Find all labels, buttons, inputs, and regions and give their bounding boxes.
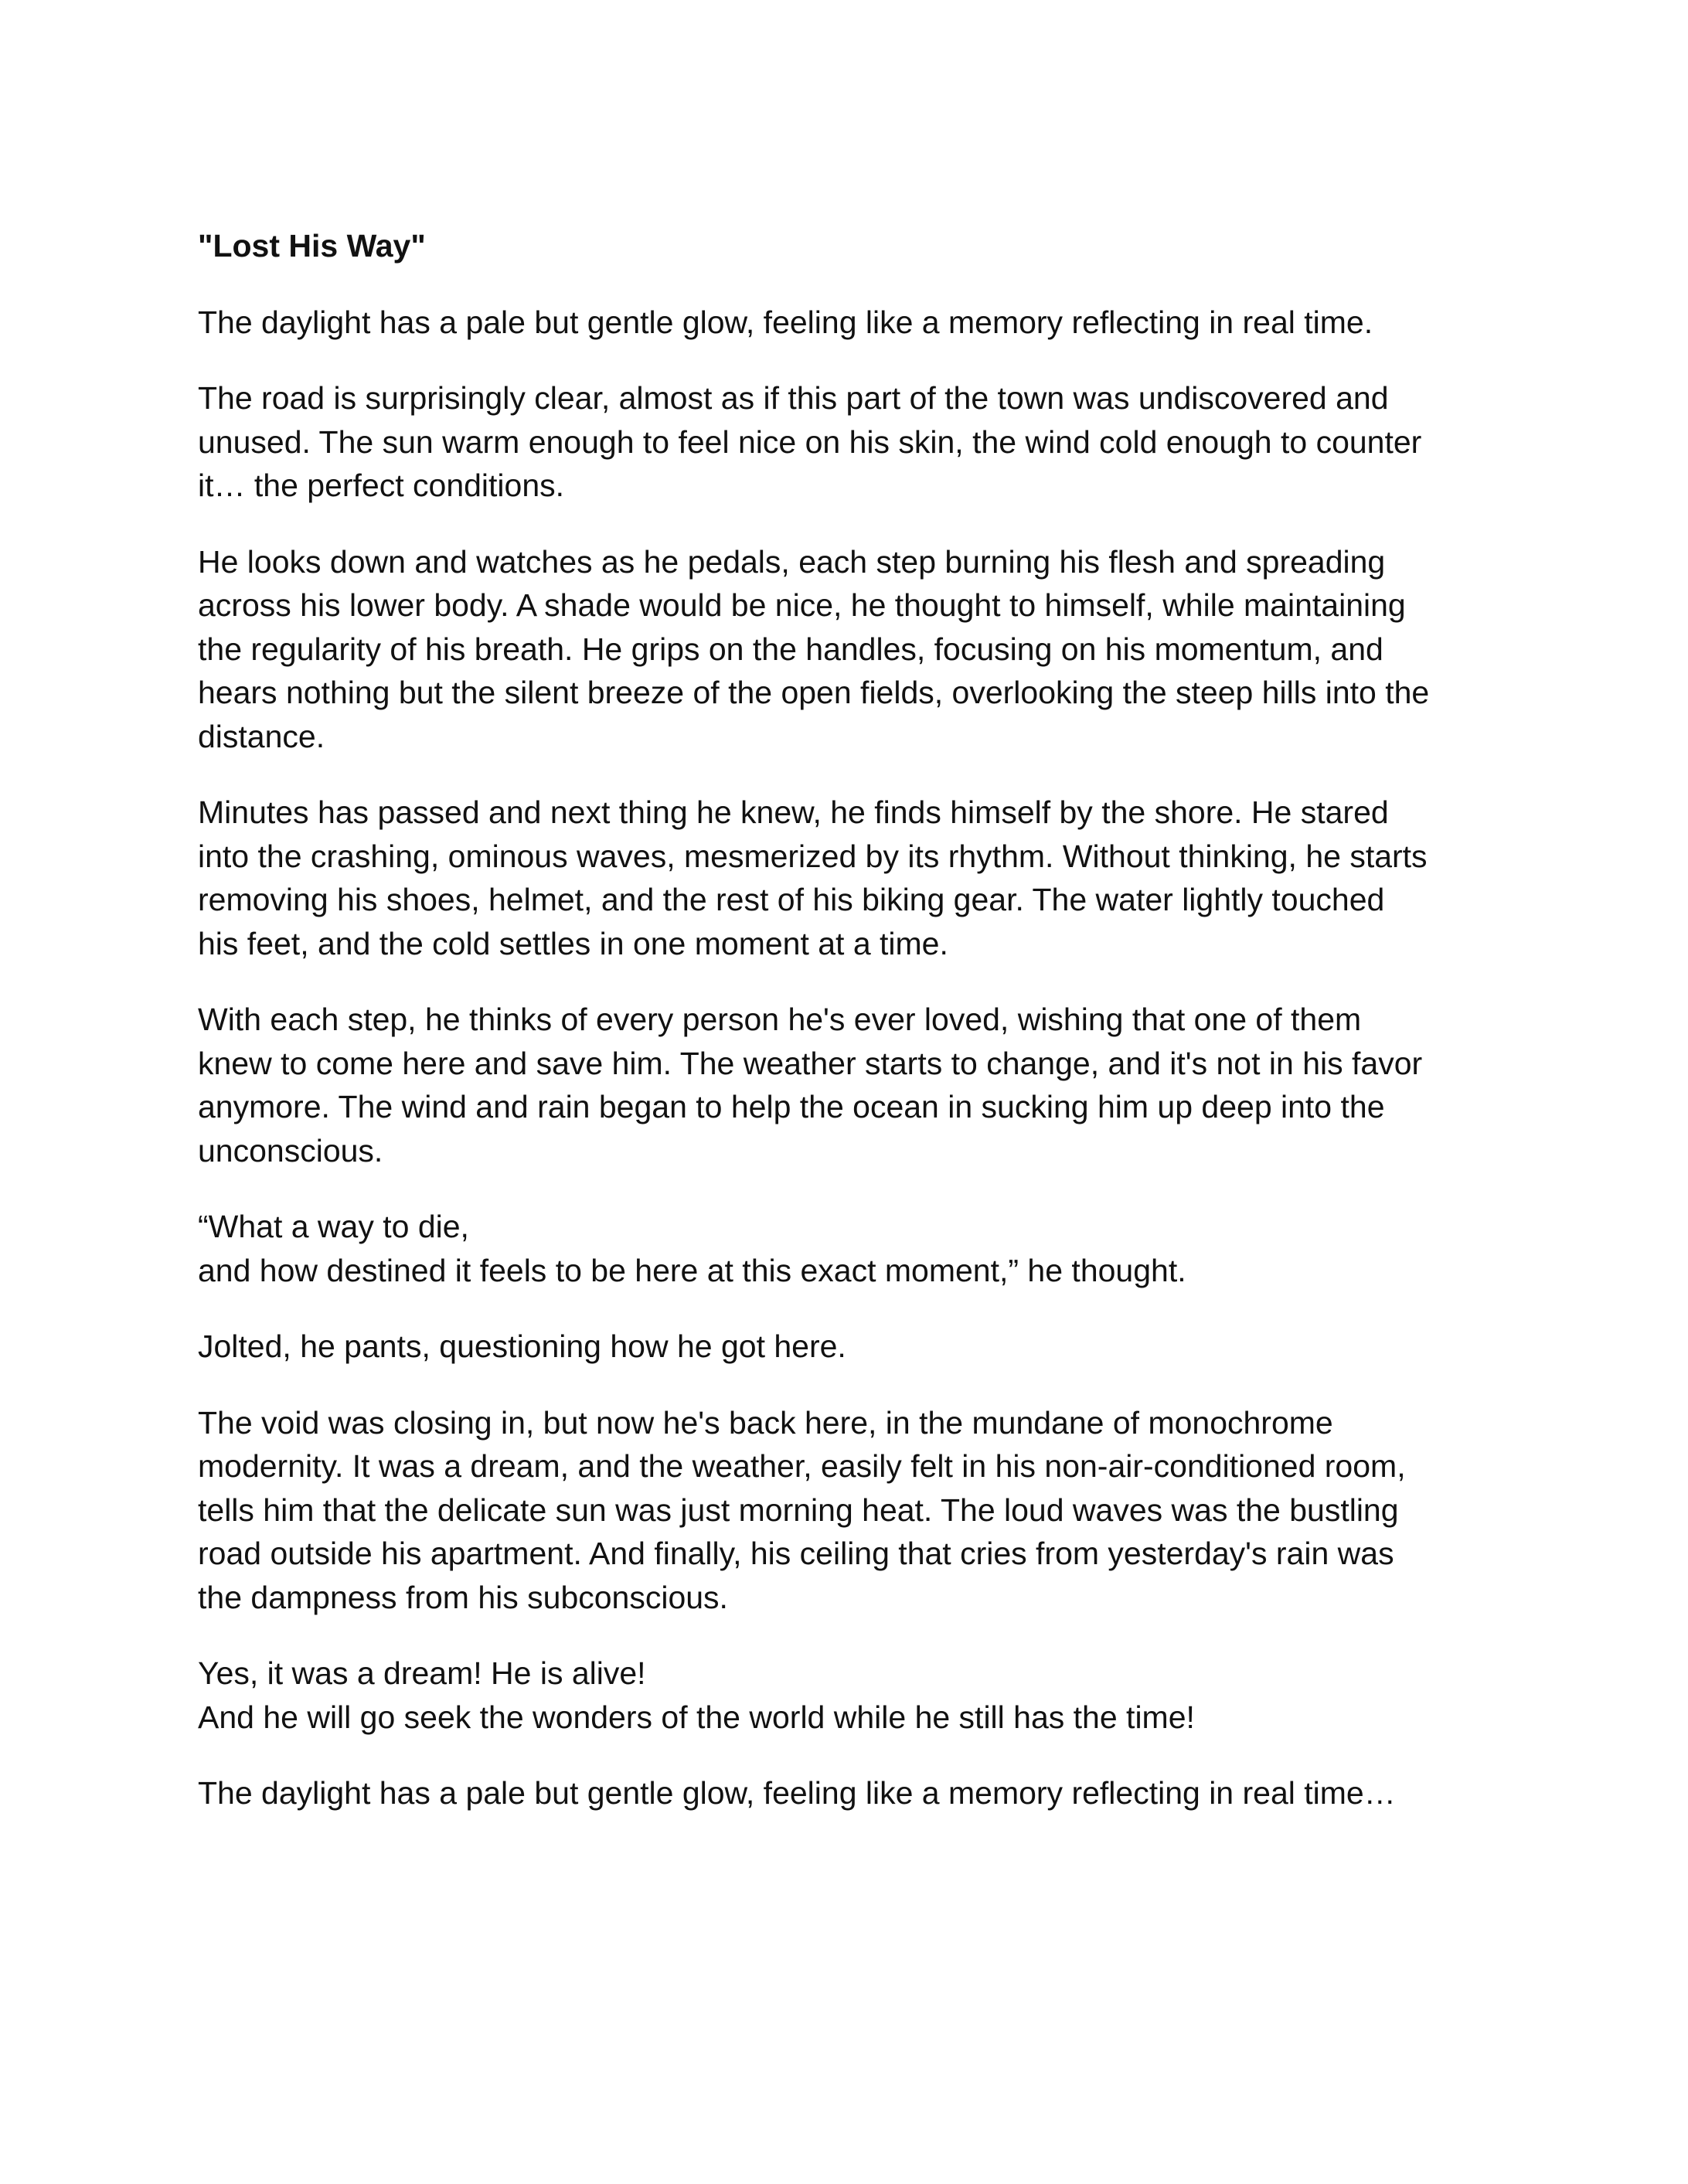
- paragraph-10: [198, 1771, 1504, 1815]
- text-line: the dampness from his subconscious.: [198, 1579, 728, 1615]
- paragraph-4: [198, 791, 1504, 965]
- text-line: The void was closing in, but now he's back here, in the mundane of monochrome: [198, 1404, 1333, 1441]
- text-line: the regularity of his breath. He grips on the handles, focusing on his momentum, and: [198, 631, 1383, 667]
- text-line: anymore. The wind and rain began to help the ocean in sucking him up deep into the: [198, 1089, 1385, 1124]
- text-line: The daylight has a pale but gentle glow, feeling like a memory reflecting in real time…: [198, 1775, 1396, 1811]
- text-line: hears nothing but the silent breeze of the open fields, overlooking the steep hills into the: [198, 675, 1430, 710]
- text-line: and how destined it feels to be here at this exact moment,” he thought.: [198, 1252, 1186, 1288]
- text-line: unconscious.: [198, 1132, 383, 1169]
- paragraph-5: [198, 998, 1504, 1172]
- text-line: And he will go seek the wonders of the world while he still has the time!: [198, 1699, 1195, 1735]
- text-line: modernity. It was a dream, and the weather, easily felt in his non-air-conditioned room,: [198, 1448, 1406, 1484]
- text-line: Minutes has passed and next thing he knew, he finds himself by the shore. He stared: [198, 794, 1389, 830]
- text-line: tells him that the delicate sun was just morning heat. The loud waves was the bustling: [198, 1492, 1399, 1528]
- text-line: With each step, he thinks of every person he's ever loved, wishing that one of them: [198, 1002, 1362, 1037]
- text-line: distance.: [198, 718, 325, 754]
- paragraph-8: [198, 1401, 1504, 1620]
- text-line: removing his shoes, helmet, and the rest of his biking gear. The water lightly touched: [198, 882, 1385, 917]
- text-line: into the crashing, ominous waves, mesmerized by its rhythm. Without thinking, he starts: [198, 838, 1428, 874]
- paragraph-2: [198, 376, 1504, 508]
- paragraph-3: [198, 540, 1504, 759]
- text-line: He looks down and watches as he pedals, each step burning his flesh and spreading: [198, 543, 1386, 580]
- text-line: road outside his apartment. And finally, his ceiling that cries from yesterday's rain was: [198, 1536, 1394, 1571]
- text-line: The daylight has a pale but gentle glow, feeling like a memory reflecting in real time.: [198, 304, 1373, 340]
- text-line: Yes, it was a dream! He is alive!: [198, 1655, 646, 1691]
- text-line: The road is surprisingly clear, almost as if this part of the town was undiscovered and: [198, 380, 1389, 416]
- text-line: Jolted, he pants, questioning how he got here.: [198, 1328, 846, 1364]
- paragraph-1: [198, 301, 1504, 345]
- text-line: his feet, and the cold settles in one moment at a time.: [198, 925, 948, 961]
- document-title: "Lost His Way": [198, 228, 426, 264]
- text-line: across his lower body. A shade would be nice, he thought to himself, while maintaining: [198, 587, 1406, 623]
- paragraph-9: [198, 1652, 1504, 1739]
- paragraph-7: [198, 1325, 1504, 1369]
- paragraph-6: [198, 1205, 1504, 1292]
- text-line: “What a way to die,: [198, 1209, 469, 1244]
- text-line: it… the perfect conditions.: [198, 468, 565, 503]
- document-body: [198, 224, 1504, 1848]
- text-line: unused. The sun warm enough to feel nice on his skin, the wind cold enough to counter: [198, 424, 1422, 460]
- text-line: knew to come here and save him. The weather starts to change, and it's not in his favor: [198, 1045, 1423, 1081]
